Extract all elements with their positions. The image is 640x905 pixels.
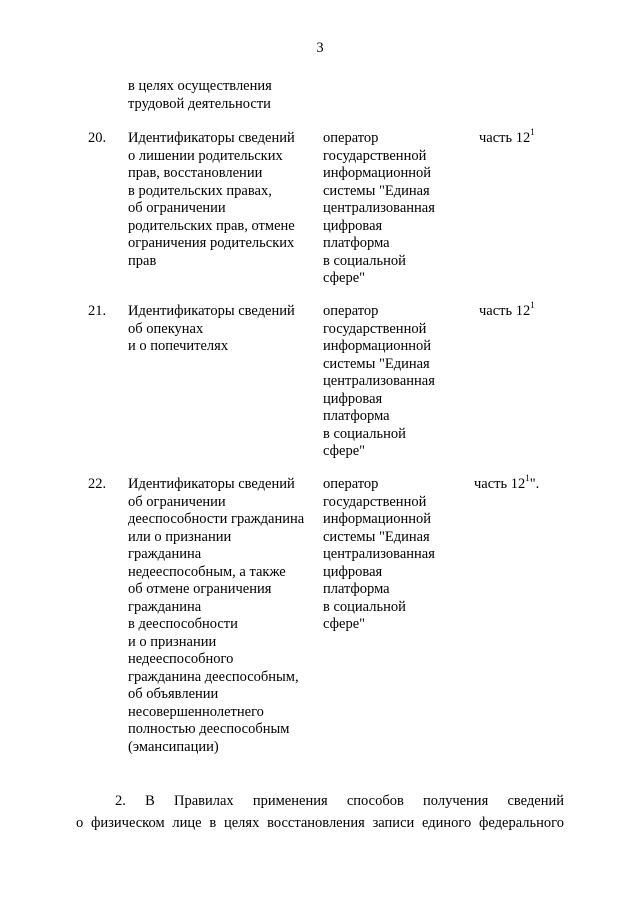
row-22-reference-text: часть 12 — [474, 476, 526, 492]
row-20-name: Идентификаторы сведений о лишении родительских прав, восстановлении в родительских правах, об ограничении родительских прав, отмене ограничения родительских прав — [128, 130, 295, 269]
row-20-number: 20. — [88, 130, 107, 146]
row-22-reference-suffix: ". — [529, 476, 540, 492]
row-22-reference-sup: 1 — [525, 473, 530, 484]
row-22-operator: оператор государственной информационной системы "Единая централизованная цифровая платформа в социальной сфере" — [323, 476, 435, 632]
row-20-reference-text: часть 12 — [479, 130, 531, 146]
row-21-number: 21. — [88, 303, 107, 319]
paragraph-2 — [76, 790, 564, 834]
row-20-reference — [479, 127, 579, 148]
paragraph-2-line-2: о физическом лице в целях восстановления записи единого федерального — [76, 815, 564, 831]
row-21-operator: оператор государственной информационной системы "Единая централизованная цифровая платформа в социальной сфере" — [323, 303, 435, 459]
row-21-reference-sup: 1 — [530, 300, 535, 311]
row-22-reference — [474, 473, 574, 494]
row-21-name: Идентификаторы сведений об опекунах и о попечителях — [128, 303, 295, 354]
paragraph-2-line-1: 2. В Правилах применения способов получения сведений — [115, 793, 564, 809]
row-22-number: 22. — [88, 476, 107, 492]
row-21-reference — [479, 300, 579, 321]
row-21-reference-text: часть 12 — [479, 303, 531, 319]
row-22-name: Идентификаторы сведений об ограничении дееспособности гражданина или о признании гражданина недееспособным, а также об отмене ограничения гражданина в дееспособности и о признании недееспособного гражданина дееспособным, об объявлении несовершеннолетнего полностью дееспособным (эмансипации) — [128, 476, 305, 755]
page-number: 3 — [316, 40, 324, 56]
row-20-operator: оператор государственной информационной системы "Единая централизованная цифровая платформа в социальной сфере" — [323, 130, 435, 286]
row-20-reference-sup: 1 — [530, 127, 535, 138]
table-continuation-text: в целях осуществления трудовой деятельности — [128, 78, 272, 112]
